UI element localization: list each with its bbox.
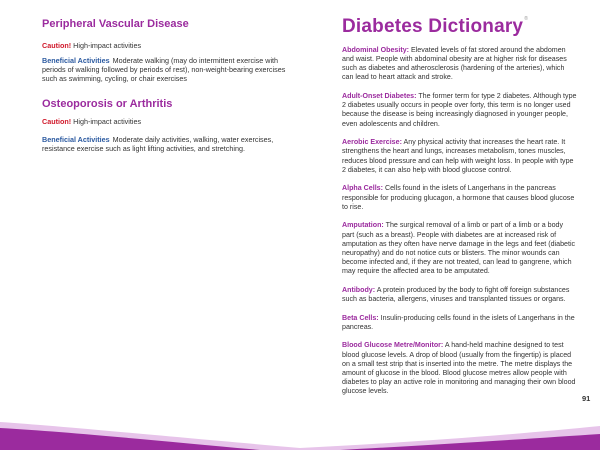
caution-text: High-impact activities: [73, 41, 142, 50]
registered-mark: ®: [524, 16, 529, 22]
beneficial-label: Beneficial Activities: [42, 56, 110, 65]
entry-term: Amputation:: [342, 221, 384, 230]
section-heading-pvd: Peripheral Vascular Disease: [42, 18, 189, 30]
caution-label: Caution!: [42, 117, 72, 126]
page-number-left: 90: [12, 394, 21, 403]
dictionary-entry: [342, 314, 577, 332]
beneficial-text: Moderate walking (may do intermittent exercise with periods of walking followed by periods of rest), non-weight-bearing exercises such as swimming, cycling, or chair exercises: [42, 56, 286, 84]
footer-band-right: [300, 404, 600, 450]
beneficial-block-osteo: [42, 135, 292, 153]
page-number-right: 91: [582, 394, 591, 403]
entry-definition: Insulin-producing cells found in the islets of Langerhans in the pancreas.: [342, 313, 575, 331]
section-heading-osteo: Osteoporosis or Arthritis: [42, 98, 173, 110]
footer-band-left: [0, 404, 300, 450]
entry-term: Abdominal Obesity:: [342, 46, 410, 54]
dictionary-entry: [342, 286, 577, 304]
entry-definition: A protein produced by the body to fight off foreign substances such as bacteria, allergens, viruses and transplanted tissues or organs.: [342, 285, 570, 303]
entry-term: Antibody:: [342, 285, 376, 294]
entry-definition: Cells found in the islets of Langerhans in the pancreas responsible for producing glucagon, a hormone that causes blood glucose to rise.: [342, 184, 575, 211]
entry-definition: The surgical removal of a limb or part of a limb or a body part (such as a breast). People with diabetes are at increased risk of amputation as they often have nerve damage in the legs and feet (diabetic neuropathy) and do not notice cuts or blisters. The minor wounds can become infected and, if they are not treated, can lead to gangrene, which may require the affected area to be amputated.: [342, 221, 576, 276]
dictionary-entries: [342, 46, 577, 406]
dictionary-entry: [342, 221, 577, 276]
dictionary-entry: [342, 138, 577, 175]
dictionary-entry: [342, 184, 577, 211]
caution-line-pvd: [42, 41, 141, 50]
beneficial-label: Beneficial Activities: [42, 135, 110, 144]
entry-term: Adult-Onset Diabetes:: [342, 92, 417, 101]
caution-line-osteo: [42, 117, 141, 126]
entry-definition: A hand-held machine designed to test blood glucose levels. A drop of blood (usually from the fingertip) is placed on a small test strip that is inserted into the metre. The metre displays the amount of glucose in the blood. Blood glucose metres allow people with diabetes to play an active role in monitoring and managing their own blood glucose levels.: [342, 341, 576, 396]
caution-label: Caution!: [42, 41, 72, 50]
dictionary-title: [342, 16, 528, 38]
entry-term: Blood Glucose Metre/Monitor:: [342, 341, 444, 350]
entry-definition: The former term for type 2 diabetes. Although type 2 diabetes usually occurs in people over forty, this term is no longer used because the disease is being increasingly diagnosed in younger people, even adolescents and children.: [342, 92, 577, 128]
dictionary-entry: [342, 92, 577, 129]
dictionary-entry: [342, 46, 577, 83]
entry-term: Alpha Cells:: [342, 184, 383, 193]
entry-term: Beta Cells:: [342, 313, 379, 322]
footer-wave-right: [300, 404, 600, 450]
footer-wave-left: [0, 404, 300, 450]
entry-term: Aerobic Exercise:: [342, 138, 402, 147]
dictionary-entry: [342, 341, 577, 396]
beneficial-text: Moderate daily activities, walking, water exercises, resistance exercise such as light lifting activities, and stretching.: [42, 135, 274, 154]
right-page: [300, 0, 600, 450]
beneficial-block-pvd: [42, 56, 292, 84]
caution-text: High-impact activities: [73, 117, 142, 126]
entry-definition: Any physical activity that increases the heart rate. It strengthens the heart and lungs, increases metabolism, tones muscles, reduces blood pressure and can help with weight loss. In people with type 2 diabetes, it can also help with blood glucose control.: [342, 138, 574, 174]
dictionary-title-text: Diabetes Dictionary: [342, 16, 524, 37]
entry-definition: Elevated levels of fat stored around the abdomen and waist. People with abdominal obesity are at higher risk for diseases such as diabetes and atherosclerosis (hardening of the arteries), which can lead to heart attack and stroke.: [342, 46, 567, 82]
